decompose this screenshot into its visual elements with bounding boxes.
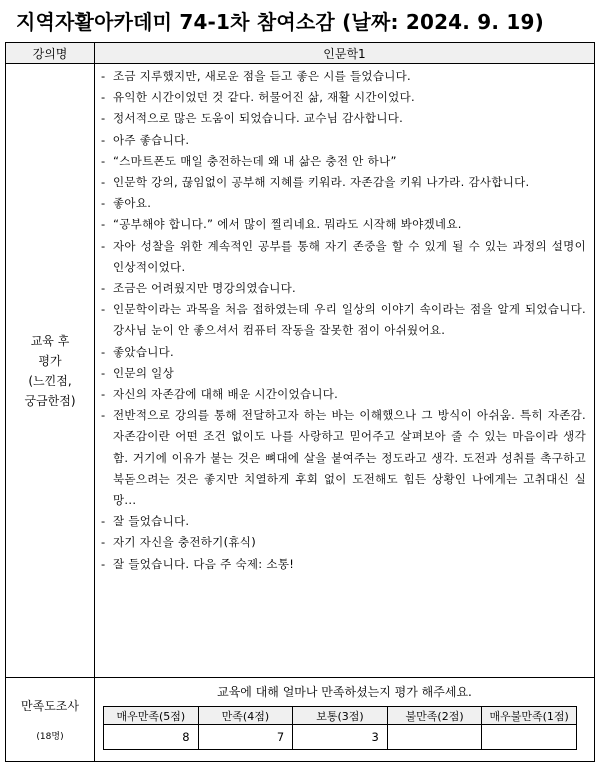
evaluation-label-line4: 궁금한점) (24, 393, 76, 408)
comment-item: - 아주 좋습니다. (101, 130, 586, 151)
comments-list (95, 64, 594, 577)
evaluation-label-line3: (느낀점, (28, 373, 72, 388)
comment-item: - 잘 들었습니다. 다음 주 숙제: 소통! (101, 554, 586, 575)
comment-item: - 좋았습니다. (101, 342, 586, 363)
count-very-dissatisfied (482, 725, 577, 750)
evaluation-label (6, 64, 95, 678)
option-neutral: 보통(3점) (293, 707, 388, 725)
feedback-table (5, 42, 595, 762)
lecture-name-value: 인문학1 (95, 43, 595, 64)
satisfaction-counts-row (104, 725, 577, 750)
respondent-count: (18명) (36, 731, 64, 742)
comment-item: - 자아 성찰을 위한 계속적인 공부를 통해 자기 존중을 할 수 있게 될 수 있는 과정의 설명이 인상적이었다. (101, 236, 586, 278)
comment-item: - 자기 자신을 충전하기(휴식) (101, 532, 586, 553)
comment-item: - “공부해야 합니다.” 에서 많이 찔리네요. 뭐라도 시작해 봐야겠네요. (101, 214, 586, 235)
comment-item: - 잘 들었습니다. (101, 511, 586, 532)
evaluation-label-line1: 교육 후 (30, 333, 70, 348)
option-very-satisfied: 매우만족(5점) (104, 707, 199, 725)
satisfaction-label-cell (6, 678, 95, 762)
comments-cell (95, 64, 595, 678)
comment-item: - 인문의 일상 (101, 363, 586, 384)
count-satisfied: 7 (198, 725, 293, 750)
option-very-dissatisfied: 매우불만족(1점) (482, 707, 577, 725)
count-dissatisfied (387, 725, 482, 750)
count-neutral: 3 (293, 725, 388, 750)
header-row (6, 43, 595, 64)
count-very-satisfied: 8 (104, 725, 199, 750)
comment-item: - 조금 지루했지만, 새로운 점을 듣고 좋은 시를 들었습니다. (101, 66, 586, 87)
comment-item: - 인문학이라는 과목을 처음 접하였는데 우리 일상의 이야기 속이라는 점을 알게 되었습니다. 강사님 눈이 안 좋으셔서 컴퓨터 작동을 잘못한 점이 아쉬웠어요. (101, 299, 586, 341)
option-dissatisfied: 불만족(2점) (387, 707, 482, 725)
comment-item: - “스마트폰도 매일 충전하는데 왜 내 삶은 충전 안 하나” (101, 151, 586, 172)
evaluation-label-line2: 평가 (38, 353, 62, 368)
comment-item: - 정서적으로 많은 도움이 되었습니다. 교수님 감사합니다. (101, 108, 586, 129)
satisfaction-table (103, 706, 577, 750)
satisfaction-question: 교육에 대해 얼마나 만족하셨는지 평가 해주세요. (217, 685, 472, 699)
satisfaction-cell (95, 678, 595, 762)
comment-item: - 인문학 강의, 끊임없이 공부해 지혜를 키워라. 자존감을 키워 나가라. 감사합니다. (101, 172, 586, 193)
lecture-name-header: 강의명 (6, 43, 95, 64)
comment-item: - 조금은 어려웠지만 명강의였습니다. (101, 278, 586, 299)
satisfaction-label: 만족도조사 (21, 698, 79, 713)
satisfaction-options-row (104, 707, 577, 725)
comment-item: - 전반적으로 강의를 통해 전달하고자 하는 바는 이해했으나 그 방식이 아쉬움. 특히 자존감. 자존감이란 어떤 조건 없이도 나를 사랑하고 믿어주고 살펴보아 줄 수 있는 마음이라 생각함. 거기에 이유가 붙는 것은 뼈대에 살을 붙여주는 정도라고 생각. 도전과 성취를 촉구하고 북돋으려는 것은 좋지만 치열하게 후회 없이 도전해도 힘든 상황인 나에게는 고취대신 실망... (101, 405, 586, 511)
comment-item: - 유익한 시간이었던 것 같다. 허물어진 삶, 재활 시간이었다. (101, 87, 586, 108)
option-satisfied: 만족(4점) (198, 707, 293, 725)
evaluation-row (6, 64, 595, 678)
document-title: 지역자활아카데미 74-1차 참여소감 (날짜: 2024. 9. 19) (16, 10, 544, 34)
comment-item: - 자신의 자존감에 대해 배운 시간이었습니다. (101, 384, 586, 405)
comment-item: - 좋아요. (101, 193, 586, 214)
satisfaction-row (6, 678, 595, 762)
